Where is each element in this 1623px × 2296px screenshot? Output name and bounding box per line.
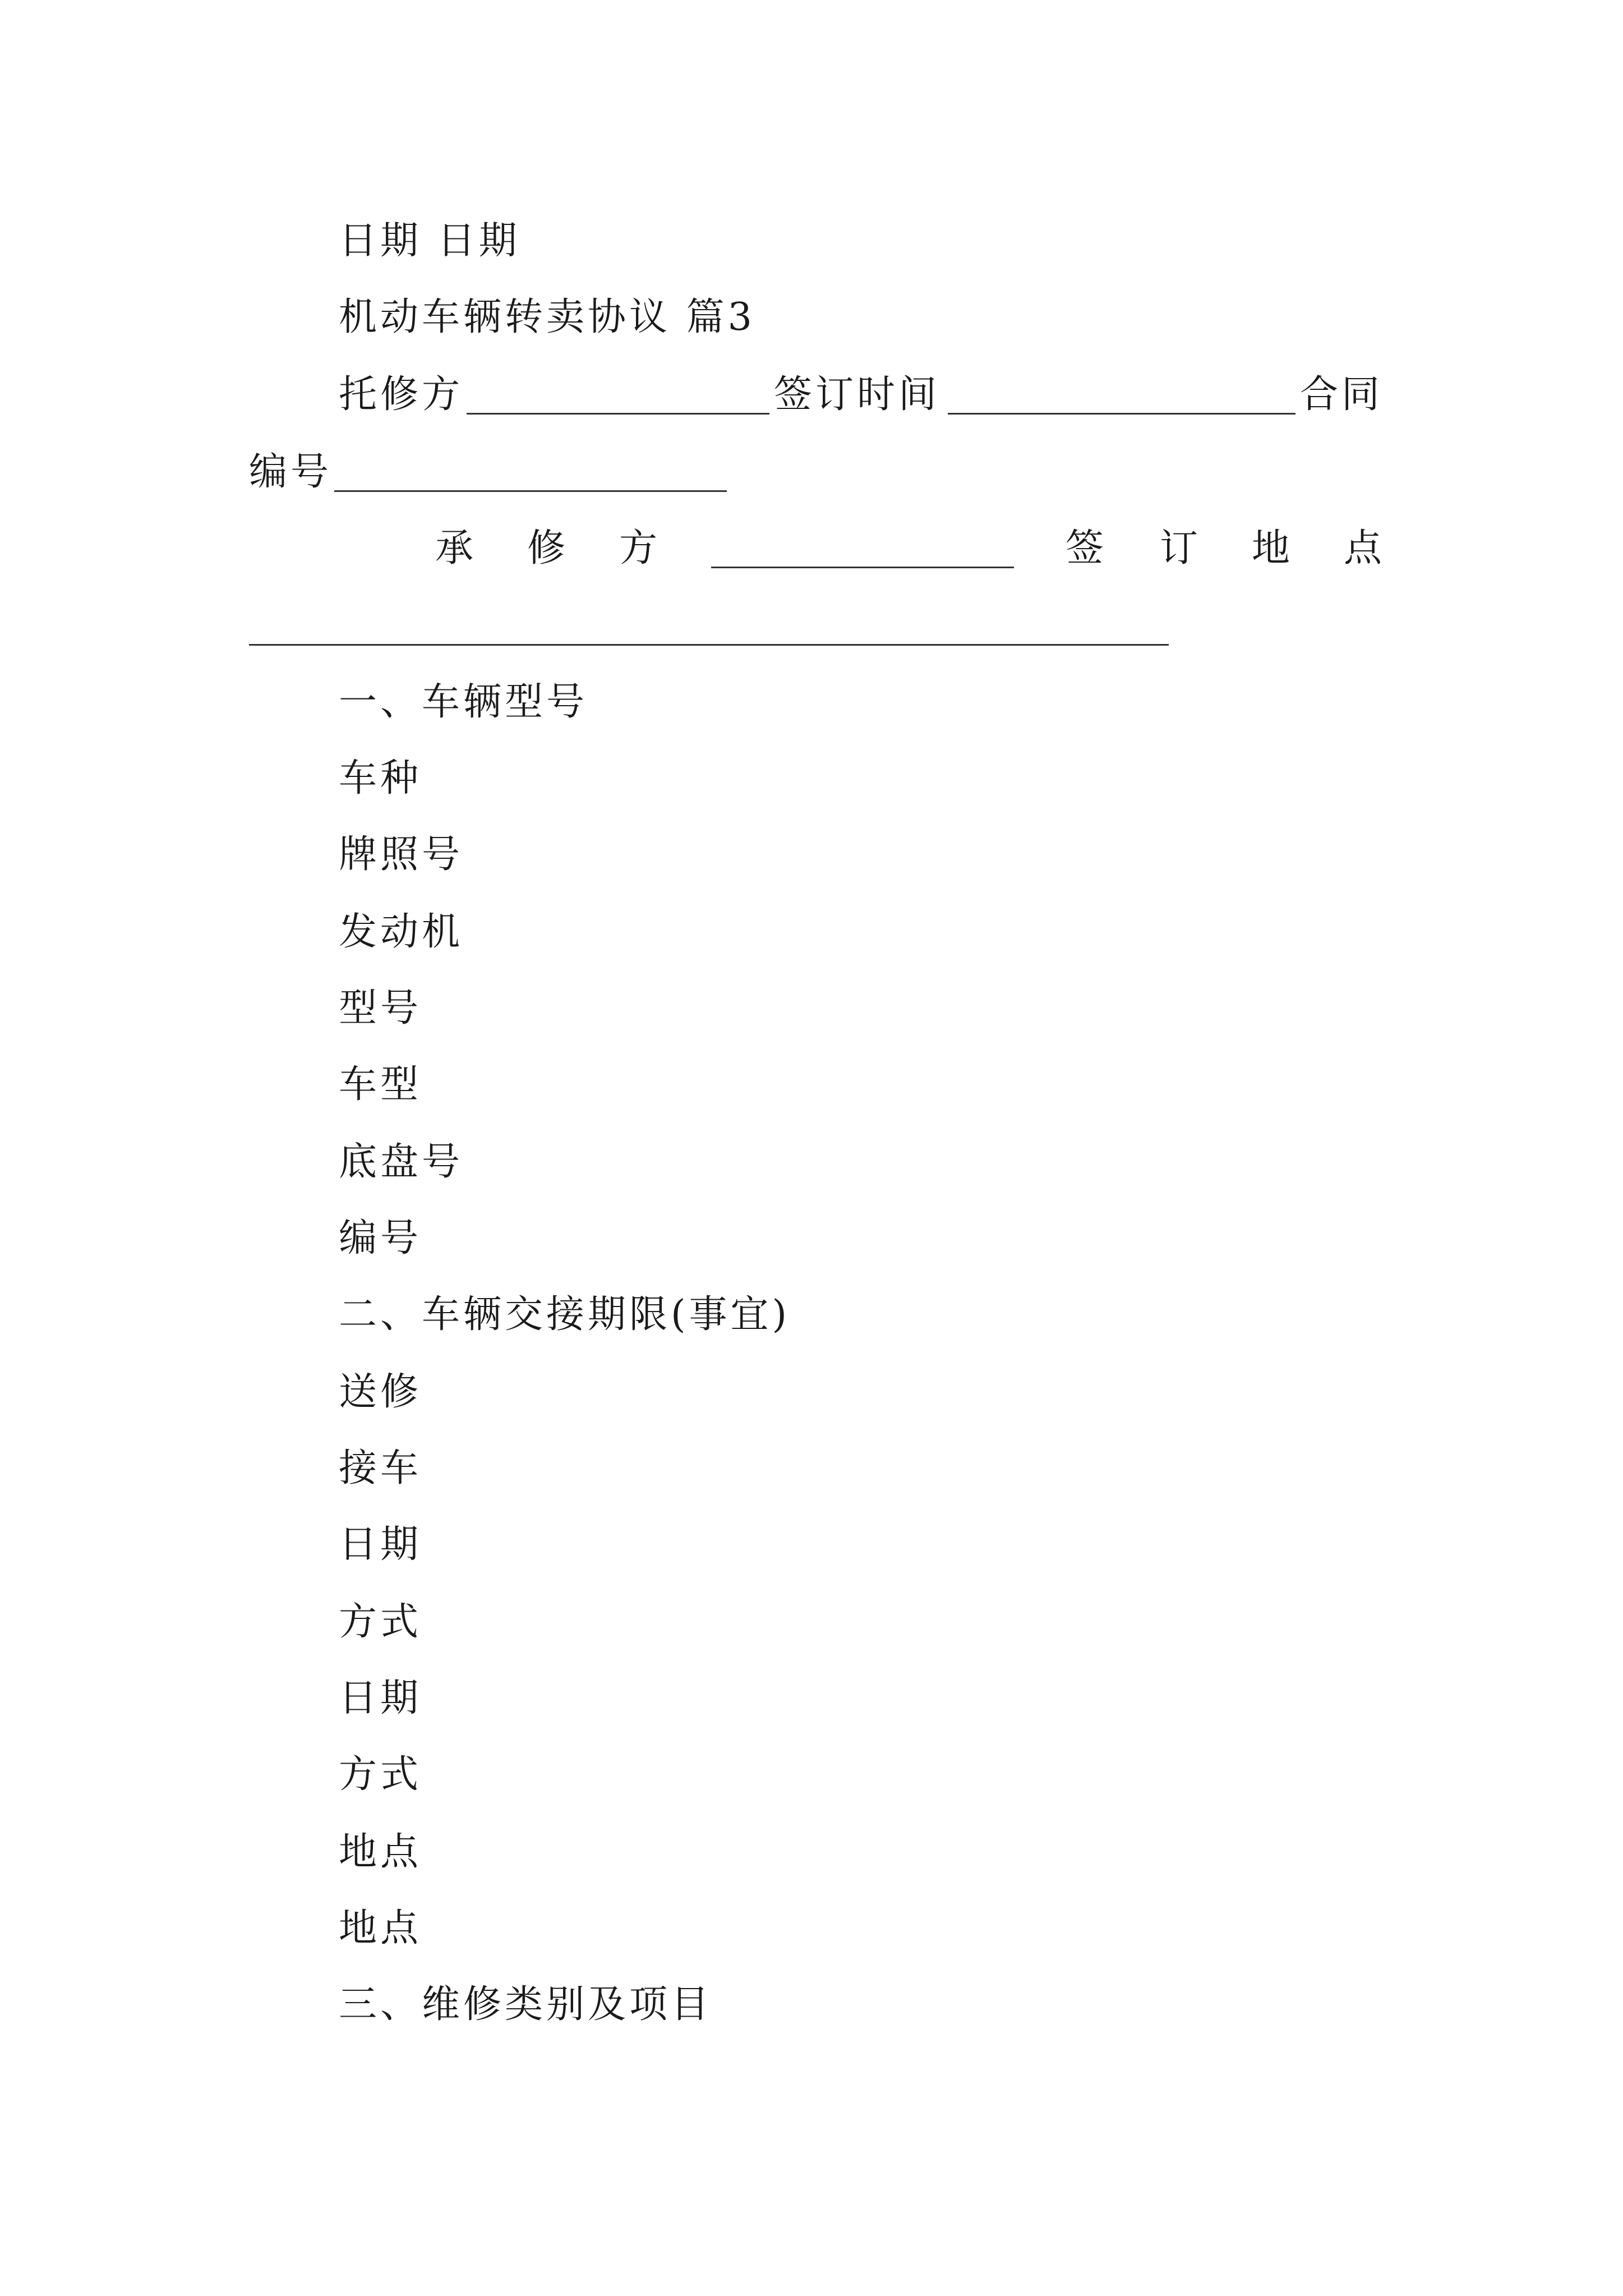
repairer-char-1: 承: [435, 526, 474, 570]
sign-place-char-2: 订: [1160, 526, 1198, 570]
list-item: 日期: [339, 1522, 422, 1567]
list-item: 地点: [339, 1830, 422, 1874]
list-item: 底盘号: [339, 1140, 464, 1184]
list-item: 方式: [339, 1600, 422, 1644]
sign-place-char-1: 签: [1066, 526, 1104, 570]
list-item: 发动机: [339, 910, 464, 954]
list-item: 车型: [339, 1062, 422, 1107]
client-label: 托修方: [339, 372, 464, 417]
contract-label: 合同: [1300, 372, 1384, 417]
sign-place-char-3: 地: [1252, 526, 1290, 570]
list-item: 日期: [339, 1676, 422, 1720]
list-item: 型号: [339, 986, 422, 1030]
repairer-char-2: 修: [527, 526, 566, 570]
list-item: 牌照号: [339, 832, 464, 877]
date-line: 日期 日期: [339, 219, 520, 263]
section-3-heading: 三、维修类别及项目: [339, 1982, 713, 2027]
section-2-heading: 二、车辆交接期限(事宜): [339, 1292, 791, 1337]
list-item: 送修: [339, 1370, 422, 1414]
sign-place-blank: [249, 644, 1169, 646]
sign-place-char-4: 点: [1344, 526, 1382, 570]
list-item: 编号: [339, 1216, 422, 1260]
list-item: 地点: [339, 1906, 422, 1950]
repairer-blank: [711, 567, 1014, 568]
client-blank: [467, 413, 769, 415]
number-label: 编号: [249, 450, 333, 494]
list-item: 方式: [339, 1752, 422, 1797]
sign-time-blank: [948, 413, 1295, 415]
sign-time-label: 签订时间: [774, 372, 940, 417]
list-item: 车种: [339, 756, 422, 800]
section-title: 机动车辆转卖协议 篇3: [339, 295, 755, 339]
list-item: 接车: [339, 1446, 422, 1490]
number-blank: [334, 490, 727, 492]
repairer-char-3: 方: [619, 526, 658, 570]
section-1-heading: 一、车辆型号: [339, 680, 588, 724]
